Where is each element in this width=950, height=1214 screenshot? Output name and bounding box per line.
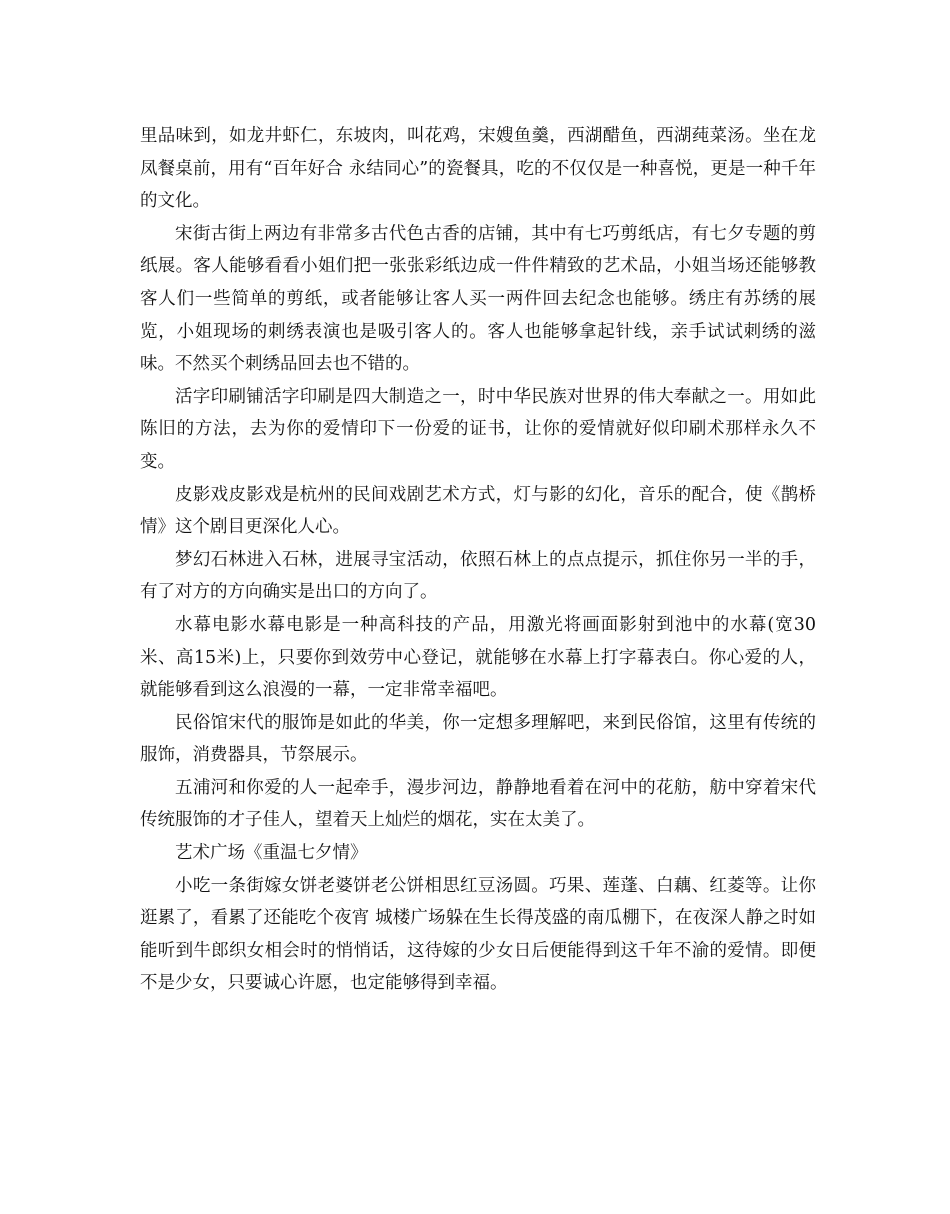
paragraph: 里品味到，如龙井虾仁，东坡肉，叫花鸡，宋嫂鱼羹，西湖醋鱼，西湖莼菜汤。坐在龙凤餐桌前，用有“百年好合 永结同心”的瓷餐具，吃的不仅仅是一种喜悦，更是一种千年的文化。	[140, 126, 816, 212]
paragraph: 皮影戏皮影戏是杭州的民间戏剧艺术方式，灯与影的幻化，音乐的配合，使《鹊桥情》这个剧目更深化人心。	[140, 484, 816, 538]
paragraph: 民俗馆宋代的服饰是如此的华美，你一定想多理解吧，来到民俗馆，这里有传统的服饰，消费器具，节祭展示。	[140, 712, 816, 766]
paragraph: 五浦河和你爱的人一起牵手，漫步河边，静静地看着在河中的花舫，舫中穿着宋代传统服饰的才子佳人，望着天上灿烂的烟花，实在太美了。	[140, 777, 816, 831]
paragraph: 艺术广场《重温七夕情》	[175, 843, 368, 864]
paragraph: 梦幻石林进入石林，进展寻宝活动，依照石林上的点点提示，抓住你另一半的手，有了对方的方向确实是出口的方向了。	[140, 549, 816, 603]
paragraph: 水幕电影水幕电影是一种高科技的产品，用激光将画面影射到池中的水幕(宽30米、高15米)上，只要你到效劳中心登记，就能够在水幕上打字幕表白。你心爱的人，就能够看到这么浪漫的一幕，一定非常幸福吧。	[140, 614, 816, 701]
document-body	[140, 120, 816, 1000]
paragraph: 小吃一条街嫁女饼老婆饼老公饼相思红豆汤圆。巧果、莲蓬、白藕、红菱等。让你逛累了，看累了还能吃个夜宵 城楼广场躲在生长得茂盛的南瓜棚下，在夜深人静之时如能听到牛郎织女相会时的悄悄话，这待嫁的少女日后便能得到这千年不渝的爱情。即便不是少女，只要诚心许愿，也定能够得到幸福。	[140, 875, 816, 994]
paragraph: 活字印刷铺活字印刷是四大制造之一，时中华民族对世界的伟大奉献之一。用如此陈旧的方法，去为你的爱情印下一份爱的证书，让你的爱情就好似印刷术那样永久不变。	[140, 386, 816, 472]
paragraph: 宋街古街上两边有非常多古代色古香的店铺，其中有七巧剪纸店，有七夕专题的剪纸展。客人能够看看小姐们把一张张彩纸边成一件件精致的艺术品，小姐当场还能够教客人们一些简单的剪纸，或者能够让客人买一两件回去纪念也能够。绣庄有苏绣的展览，小姐现场的刺绣表演也是吸引客人的。客人也能够拿起针线，亲手试试刺绣的滋味。不然买个刺绣品回去也不错的。	[140, 223, 816, 375]
